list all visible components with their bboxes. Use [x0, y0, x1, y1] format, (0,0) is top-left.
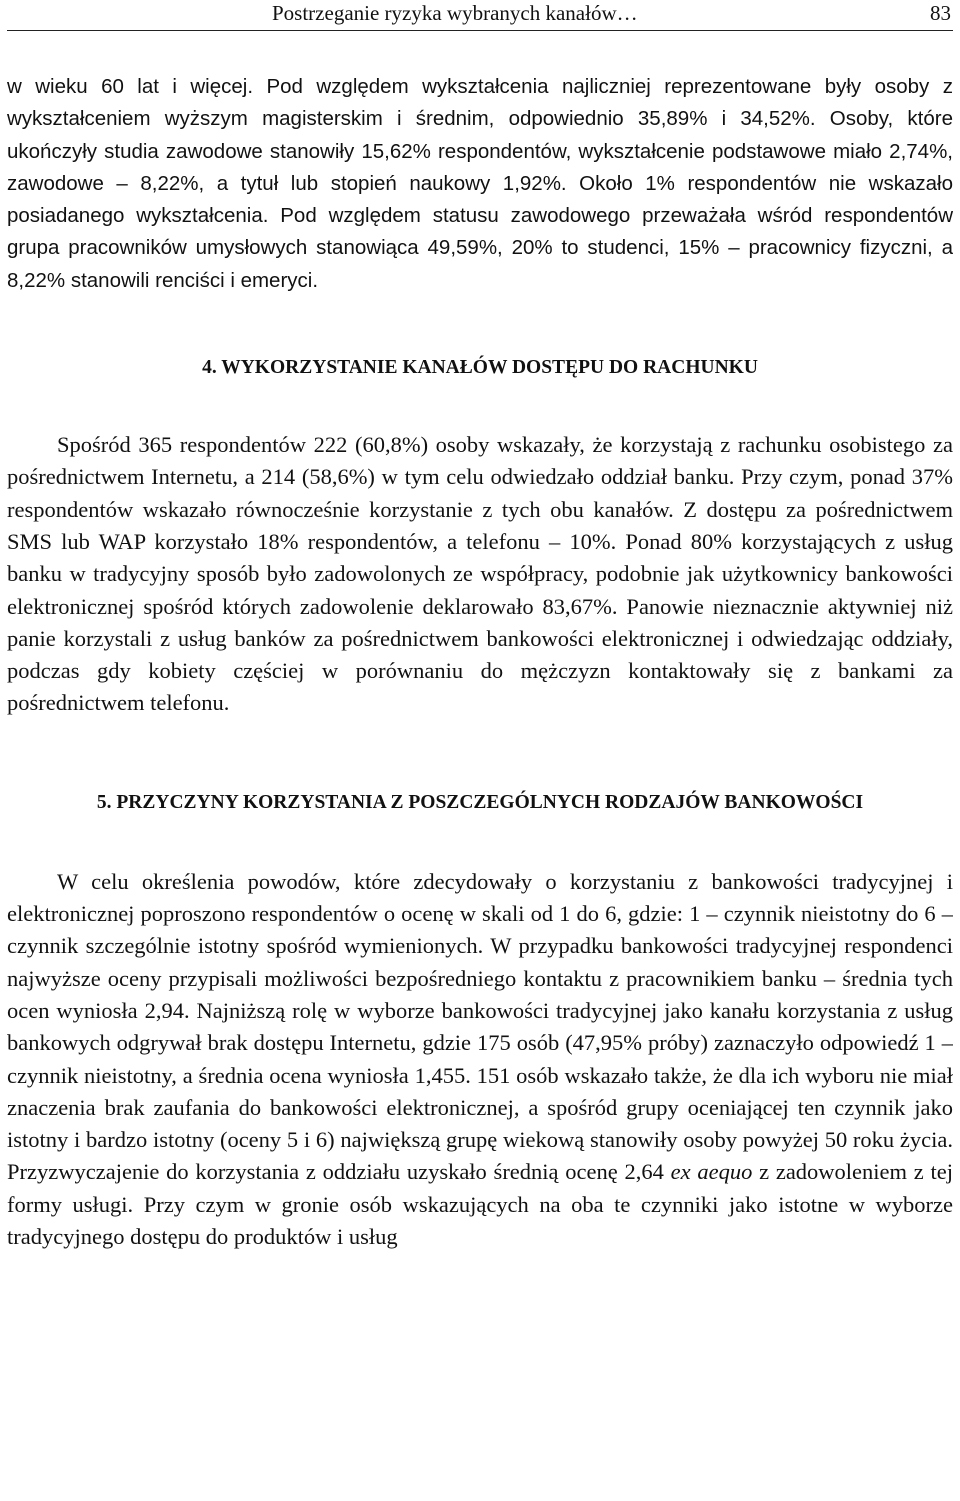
section-heading: 5. PRZYCZYNY KORZYSTANIA Z POSZCZEGÓLNYCH RODZAJÓW BANKOWOŚCI [96, 791, 864, 813]
body-paragraph: w wieku 60 lat i więcej. Pod względem wykształcenia najliczniej reprezentowane były osoby z wykształceniem wyższym magisterskim i średnim, odpowiednio 35,89% i 34,52%. Osoby, które ukończyły studia zawodowe stanowiły 15,62% respondentów, wykształcenie podstawowe miało 2,74%, zawodowe – 8,22%, a tytuł lub stopień naukowy 1,92%. Około 1% respondentów nie wskazało posiadanego wykształcenia. Pod względem statusu zawodowego przeważała wśród respondentów grupa pracowników umysłowych stanowiąca 49,59%, 20% to studenci, 15% – pracownicy fizyczni, a 8,22% stanowili renciści i emeryci. [7, 75, 953, 292]
running-header [7, 0, 953, 31]
body-paragraph [7, 866, 953, 1254]
section-heading: 4. WYKORZYSTANIE KANAŁÓW DOSTĘPU DO RACHUNKU [202, 357, 758, 379]
paragraph-text: z zadowoleniem z tej formy usługi. Przy czym w gronie osób wskazujących na oba te czynniki jako istotne w wyborze tradycyjnego dostępu do produktów i usług [7, 1159, 953, 1250]
page-number: 83 [930, 1, 951, 25]
paragraph-text: W celu określenia powodów, które zdecydowały o korzystaniu z bankowości tradycyjnej i elektronicznej poproszono respondentów o ocenę w skali od 1 do 6, gdzie: 1 – czynnik nieistotny do 6 – czynnik szczególnie istotny spośród wymienionych. W przypadku bankowości tradycyjnej respondenci najwyższe oceny przypisali możliwości bezpośredniego kontaktu z pracownikiem banku – średnia tych ocen wyniosła 2,94. Najniższą rolę w wyborze bankowości tradycyjnej jako kanału korzystania z usług bankowych odgrywał brak dostępu Internetu, gdzie 175 osób (47,95% próby) zaznaczyło odpowiedź 1 – czynnik nieistotny, a średnia ocena wyniosła 1,455. 151 osób wskazało także, że dla ich wyboru nie miał znaczenia brak zaufania do bankowości elektronicznej, a spośród grupy oceniającej ten czynnik jako istotny i bardzo istotny (oceny 5 i 6) największą grupę wiekową stanowiły osoby powyżej 50 roku życia. Przyzwyczajenie do korzystania z oddziału uzyskało średnią ocenę 2,64 [7, 868, 953, 1185]
latin-phrase: ex aequo [670, 1159, 753, 1185]
document-page [7, 0, 953, 1501]
running-title: Postrzeganie ryzyka wybranych kanałów… [272, 1, 638, 25]
body-paragraph: Spośród 365 respondentów 222 (60,8%) osoby wskazały, że korzystają z rachunku osobistego za pośrednictwem Internetu, a 214 (58,6%) w tym celu odwiedzało oddział banku. Przy czym, ponad 37% respondentów wskazało równocześnie korzystanie z tych obu kanałów. Z dostępu za pośrednictwem SMS lub WAP korzystało 18% respondentów, a telefonu – 10%. Ponad 80% korzystających z usług banku w tradycyjny sposób było zadowolonych ze współpracy, podobnie jak użytkownicy bankowości elektronicznej spośród których zadowolenie deklarowało 83,67%. Panowie nieznacznie aktywniej niż panie korzystali z usług banków za pośrednictwem bankowości elektronicznej i odwiedzając oddziały, podczas gdy kobiety częściej w porównaniu do mężczyzn kontaktowały się z bankami za pośrednictwem telefonu. [7, 432, 953, 716]
